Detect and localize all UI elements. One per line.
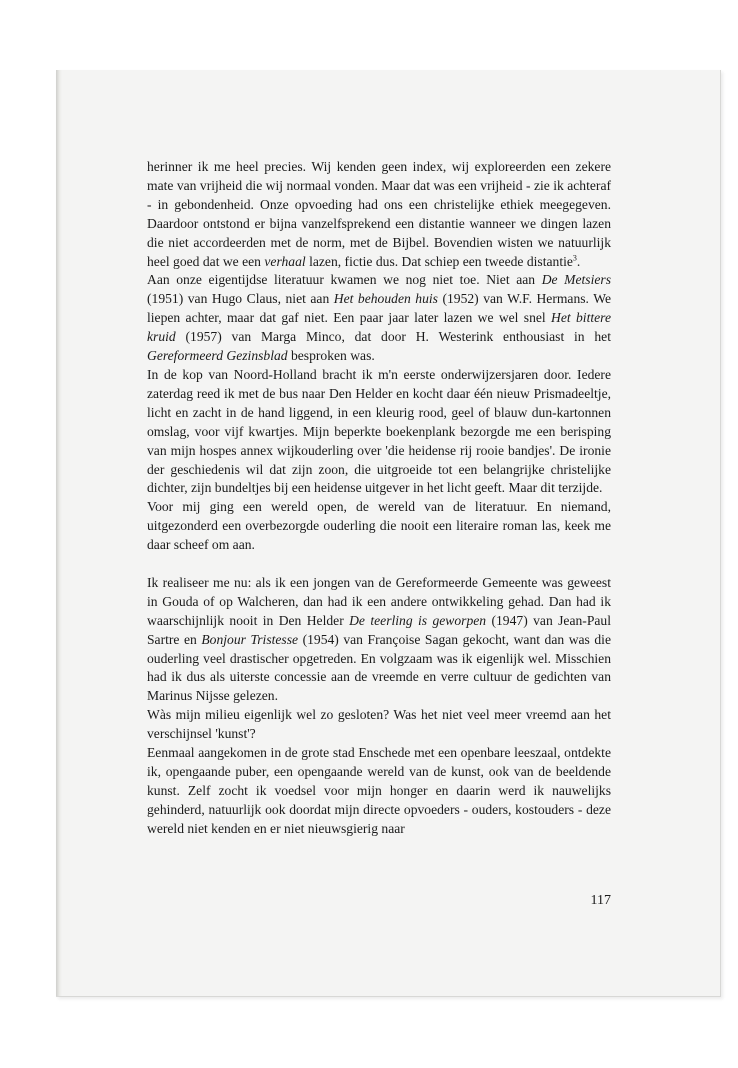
text-run: In de kop van Noord-Holland bracht ik m'n eerste onderwijzersjaren door. Iedere zaterdag reed ik met de bus naar Den Helder en kocht daar één nieuw Prismadeeltje, licht en zacht in de hand liggend, in een kleurig rood, geel of blauw dun-kartonnen omslag, voor vijf kwartjes. Mijn beperkte boekenplank bezorgde me een berisping van mijn hospes annex wijkouderling over 'die heidense rij rooie bandjes'. De ironie der geschiedenis wil dat zijn zoon, die uitgroeide tot een belangrijke christelijke dichter, zijn bundeltjes bij een heidense uitgever in het licht geeft. Maar dit terzijde.	[147, 366, 611, 496]
page-number: 117	[590, 893, 611, 908]
text-run: besproken was.	[287, 348, 375, 364]
italic-title: Het behouden huis	[333, 291, 438, 307]
text-run: lazen, fictie dus. Dat schiep een tweede distantie	[305, 253, 573, 269]
page-binding-edge	[56, 70, 62, 996]
italic-title: De teerling is geworpen	[349, 612, 487, 628]
text-run: Aan onze eigentijdse literatuur kwamen we nog niet toe. Niet aan	[147, 272, 542, 288]
italic-title: Het bittere kruid	[147, 310, 611, 345]
italic-title: verhaal	[264, 253, 306, 269]
text-run: Eenmaal aangekomen in de grote stad Enschede met een openbare leeszaal, ontdekte ik, opengaande puber, een opengaande wereld van de kunst, ook van de beeldende kunst. Zelf zocht ik voedsel voor mijn honger en daarin werd ik nauwelijks gehinderd, natuurlijk ook doordat mijn directe opvoeders - ouders, kostouders - deze wereld niet kenden en er niet nieuwsgierig naar	[147, 745, 611, 836]
footnote-marker: 3	[572, 253, 577, 262]
text-run: (1954) van Françoise Sagan gekocht, want dan was die ouderling veel drastischer opgetreden. En volgzaam was ik eigenlijk wel. Misschien had ik dus als uiterste concessie aan de vreemde en verre cultuur de gedichten van Marinus Nijsse gelezen.	[147, 631, 611, 704]
body-text	[147, 158, 611, 839]
paragraph	[147, 706, 611, 744]
paragraph	[147, 498, 611, 555]
text-run: (1957) van Marga Minco, dat door H. Westerink enthousiast in het	[175, 329, 611, 345]
italic-title: Gereformeerd Gezinsblad	[147, 348, 288, 364]
text-run: (1951) van Hugo Claus, niet aan	[147, 291, 334, 307]
paragraph	[147, 366, 611, 498]
text-run: (1947) van Jean-Paul Sartre en	[147, 612, 611, 647]
text-run: Voor mij ging een wereld open, de wereld van de literatuur. En niemand, uitgezonderd een overbezorgde ouderling die nooit een literaire roman las, keek me daar scheef om aan.	[147, 499, 611, 553]
text-run: Ik realiseer me nu: als ik een jongen van de Gereformeerde Gemeente was geweest in Gouda of op Walcheren, dan had ik een andere ontwikkeling gehad. Dan had ik waarschijnlijk nooit in Den Helder	[147, 574, 611, 628]
paragraph	[147, 271, 611, 366]
text-run: Wàs mijn milieu eigenlijk wel zo gesloten? Was het niet veel meer vreemd aan het verschijnsel 'kunst'?	[147, 707, 611, 742]
paragraph	[147, 158, 611, 271]
text-run: herinner ik me heel precies. Wij kenden geen index, wij exploreerden een zekere mate van vrijheid die wij normaal vonden. Maar dat was een vrijheid - zie ik achteraf - in gebondenheid. Onze opvoeding had ons een christelijke ethiek meegegeven. Daardoor ontstond er bijna vanzelfsprekend een distantie wanneer we dingen lazen die niet accordeerden met de norm, met de Bijbel. Bovendien wisten we natuurlijk heel goed dat we een	[147, 159, 611, 269]
italic-title: De Metsiers	[541, 272, 611, 288]
text-run: (1952) van W.F. Hermans. We liepen achter, maar dat gaf niet. Een paar jaar later lazen we wel snel	[147, 291, 612, 326]
paragraph	[147, 744, 611, 839]
text-run: .	[576, 253, 581, 269]
paragraph	[147, 574, 611, 706]
italic-title: Bonjour Tristesse	[201, 631, 299, 647]
